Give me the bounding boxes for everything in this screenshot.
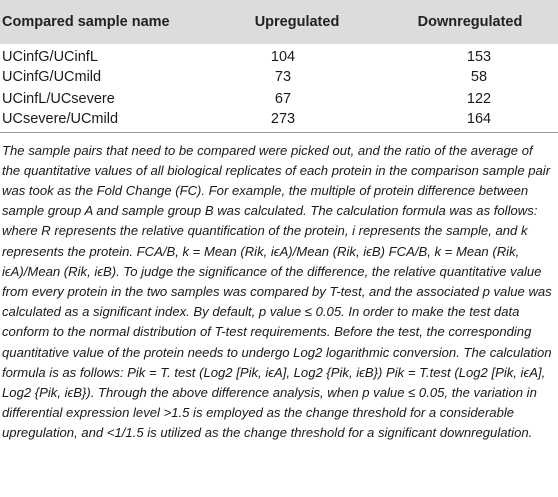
table-body <box>0 44 558 132</box>
comparison-table-container <box>0 0 558 133</box>
cell-downregulated: 122 <box>466 91 492 107</box>
table-row <box>0 110 558 132</box>
cell-downregulated: 58 <box>470 69 488 85</box>
cell-upregulated: 273 <box>212 110 382 132</box>
cell-upregulated: 104 <box>270 49 296 65</box>
cell-downregulated: 153 <box>466 49 492 65</box>
table-row <box>0 44 558 66</box>
cell-upregulated: 67 <box>274 91 292 107</box>
table-header <box>0 0 558 44</box>
cell-sample-name: UCinfL/UCsevere <box>2 91 115 107</box>
header-compared-sample-name: Compared sample name <box>2 14 170 30</box>
header-upregulated: Upregulated <box>254 14 340 30</box>
cell-sample-name: UCinfG/UCinfL <box>2 49 98 65</box>
header-row <box>0 0 558 44</box>
header-downregulated: Downregulated <box>417 14 523 30</box>
cell-upregulated: 73 <box>274 69 292 85</box>
table-row <box>0 66 558 88</box>
cell-downregulated: 164 <box>382 110 558 132</box>
cell-sample-name: UCinfG/UCmild <box>2 69 102 85</box>
comparison-table <box>0 0 558 133</box>
cell-sample-name: UCsevere/UCmild <box>0 110 212 132</box>
table-footnote: The sample pairs that need to be compared were picked out, and the ratio of the average of the quantitative values of all biological replicates of each protein in the comparison sample pair was took as the Fold Change (FC). For example, the multiple of protein difference between sample group A and sample group B was calculated. The calculation formula was as follows: where R represents the relative quantification of the protein, i represents the sample, and k represents the protein. FCA/B, k = Mean (Rik, iϵA)/Mean (Rik, iϵB) FCA/B, k = Mean (Rik, iϵA)/Mean (Rik, iϵB). To judge the significance of the difference, the relative quantitative value from every protein in the two samples was compared by T-test, and the associated p value was calculated as a significant index. By default, p value ≤ 0.05. In order to make the test data conform to the normal distribution of T-test requirements. Before the test, the corresponding quantitative value of the protein needs to undergo Log2 logarithmic conversion. The calculation formula is as follows: Pik = T. test (Log2 [Pik, iϵA], Log2 {Pik, iϵB}) Pik = T.test (Log2 [Pik, iϵA], Log2 {Pik, iϵB}). Through the above difference analysis, when p value ≤ 0.05, the variation in differential expression level >1.5 is employed as the change threshold for a considerable upregulation, and <1/1.5 is utilized as the change threshold for a significant downregulation. <box>2 142 552 441</box>
table-row <box>0 88 558 110</box>
